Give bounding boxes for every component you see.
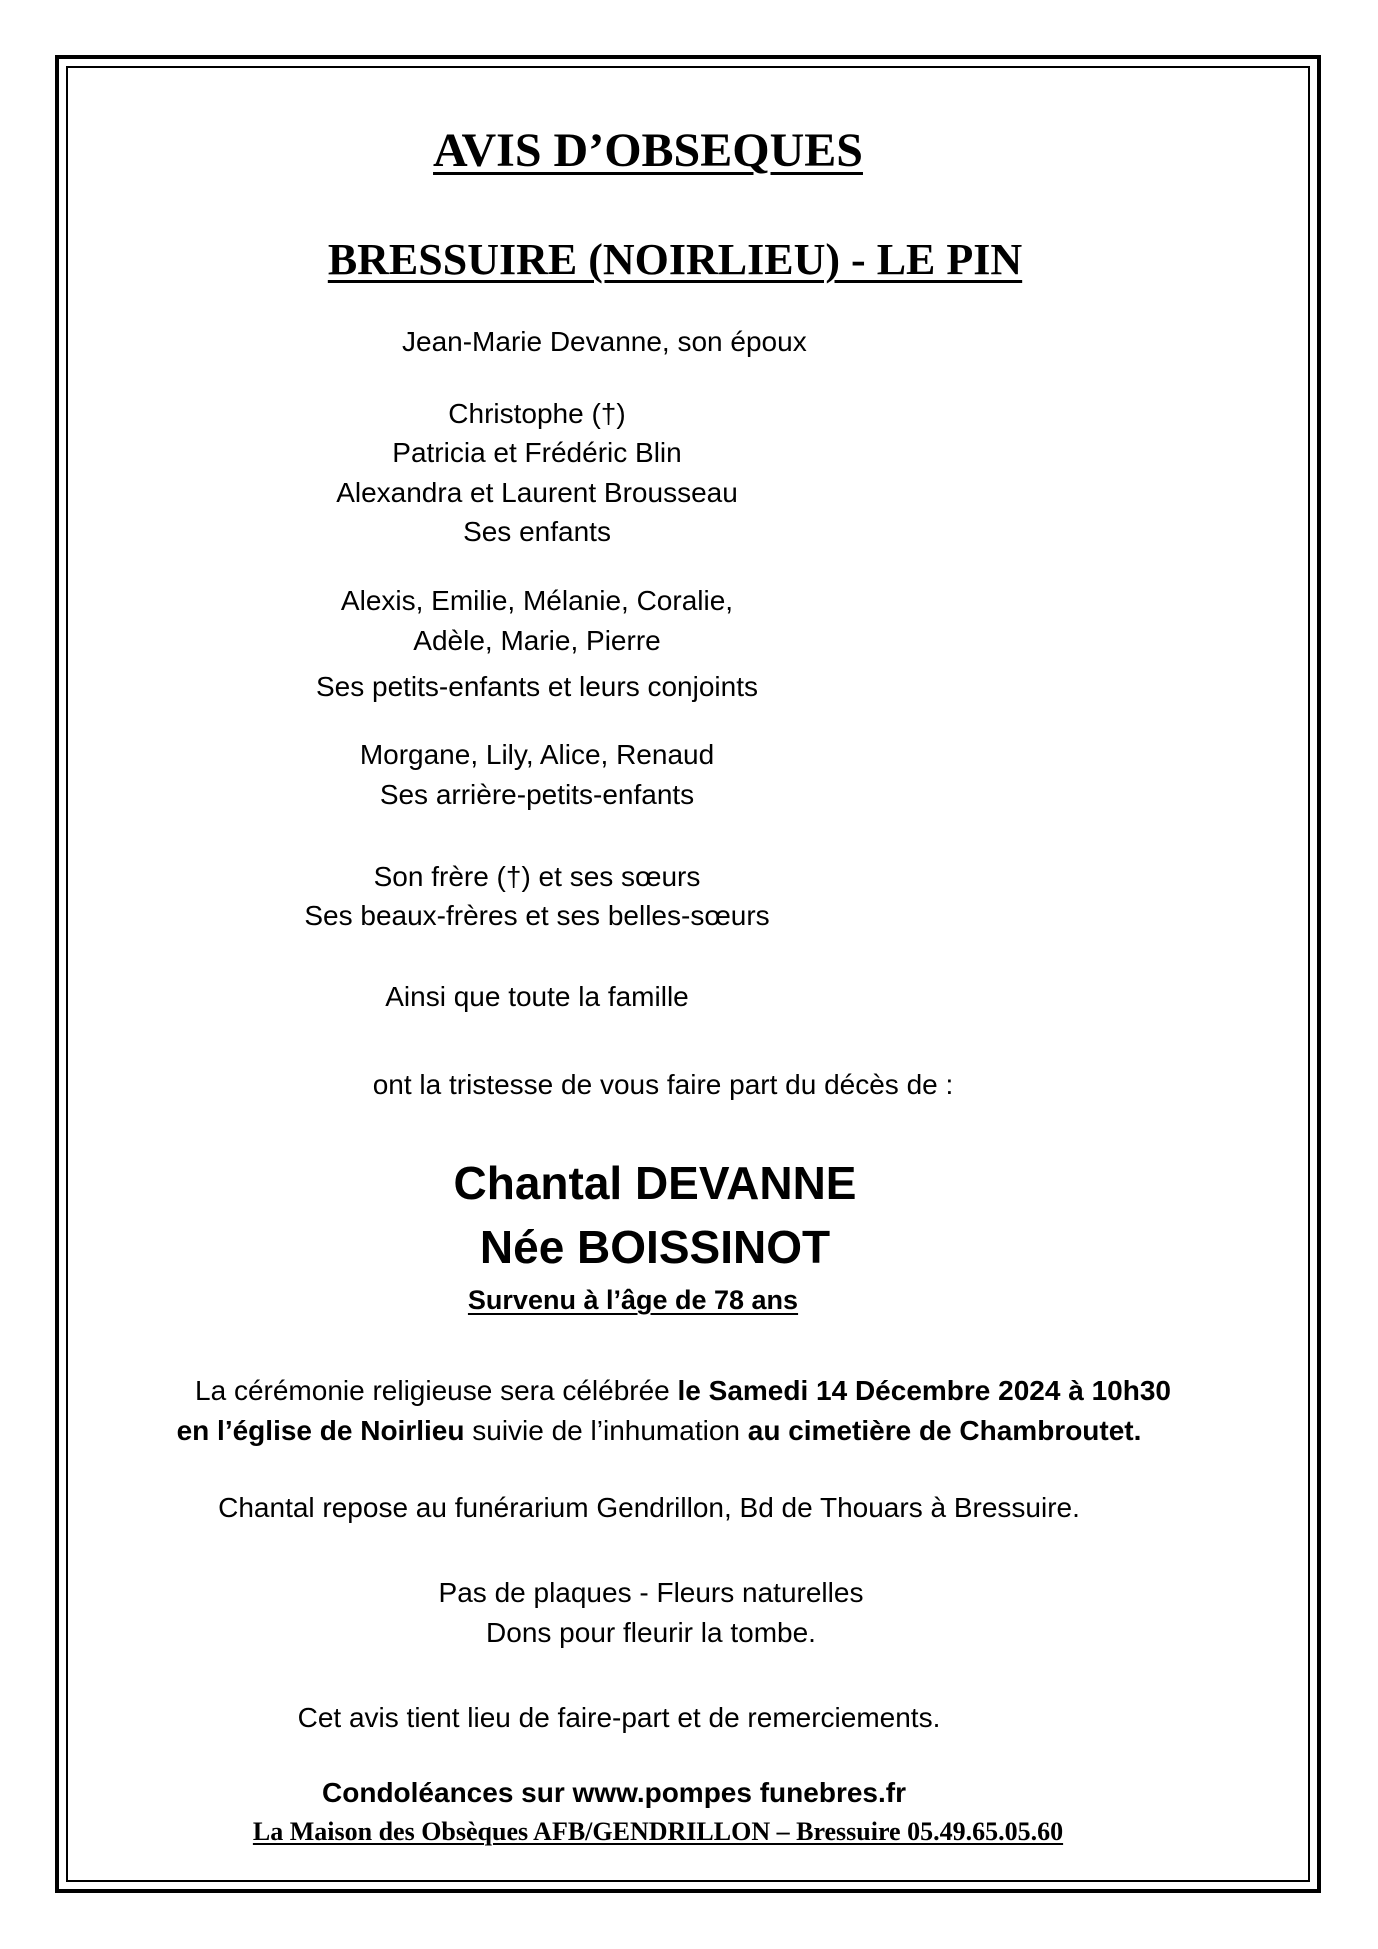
siblings-line: Son frère (†) et ses sœurs xyxy=(373,861,701,892)
donations-line: Dons pour fleurir la tombe. xyxy=(486,1617,816,1648)
age-line: Survenu à l’âge de 78 ans xyxy=(467,1285,799,1315)
ceremony-date-time: le Samedi 14 Décembre 2024 à 10h30 xyxy=(677,1375,1171,1406)
notice-title: AVIS D’OBSEQUES xyxy=(433,124,863,177)
ceremony-text: La cérémonie religieuse sera célébrée xyxy=(195,1375,678,1406)
ceremony-text: suivie de l’inhumation xyxy=(464,1415,748,1446)
maiden-name: Née BOISSINOT xyxy=(479,1221,831,1273)
acknowledgement-line: Cet avis tient lieu de faire-part et de remerciements. xyxy=(297,1702,941,1733)
grandchildren-line: Adèle, Marie, Pierre xyxy=(413,625,661,656)
family-line: Ainsi que toute la famille xyxy=(385,981,689,1012)
great-grandchildren-line: Morgane, Lily, Alice, Renaud xyxy=(359,739,715,770)
great-grandchildren-label: Ses arrière-petits-enfants xyxy=(379,779,695,810)
grandchildren-label: Ses petits-enfants et leurs conjoints xyxy=(315,671,758,702)
notice-location: BRESSUIRE (NOIRLIEU) - LE PIN xyxy=(327,235,1023,284)
funeral-home-line: La Maison des Obsèques AFB/GENDRILLON – Bressuire 05.49.65.05.60 xyxy=(252,1817,1064,1846)
deceased-name: Chantal DEVANNE xyxy=(453,1157,857,1209)
child-line: Patricia et Frédéric Blin xyxy=(392,437,682,468)
announcement-line: ont la tristesse de vous faire part du décès de : xyxy=(372,1069,954,1100)
in-laws-line: Ses beaux-frères et ses belles-sœurs xyxy=(304,900,770,931)
rests-line: Chantal repose au funérarium Gendrillon, Bd de Thouars à Bressuire. xyxy=(218,1492,1080,1523)
child-line: Christophe (†) xyxy=(448,398,626,429)
ceremony-line-2 xyxy=(0,1414,1348,1448)
ceremony-church: en l’église de Noirlieu xyxy=(176,1415,465,1446)
condolences-line: Condoléances sur www.pompes funebres.fr xyxy=(322,1777,906,1808)
flowers-line: Pas de plaques - Fleurs naturelles xyxy=(438,1577,864,1608)
husband-line: Jean-Marie Devanne, son époux xyxy=(402,326,807,357)
ceremony-cemetery: au cimetière de Chambroutet. xyxy=(747,1415,1142,1446)
children-label: Ses enfants xyxy=(463,516,611,547)
child-line: Alexandra et Laurent Brousseau xyxy=(336,477,738,508)
ceremony-line-1 xyxy=(0,1374,1372,1408)
grandchildren-line: Alexis, Emilie, Mélanie, Coralie, xyxy=(340,585,734,616)
